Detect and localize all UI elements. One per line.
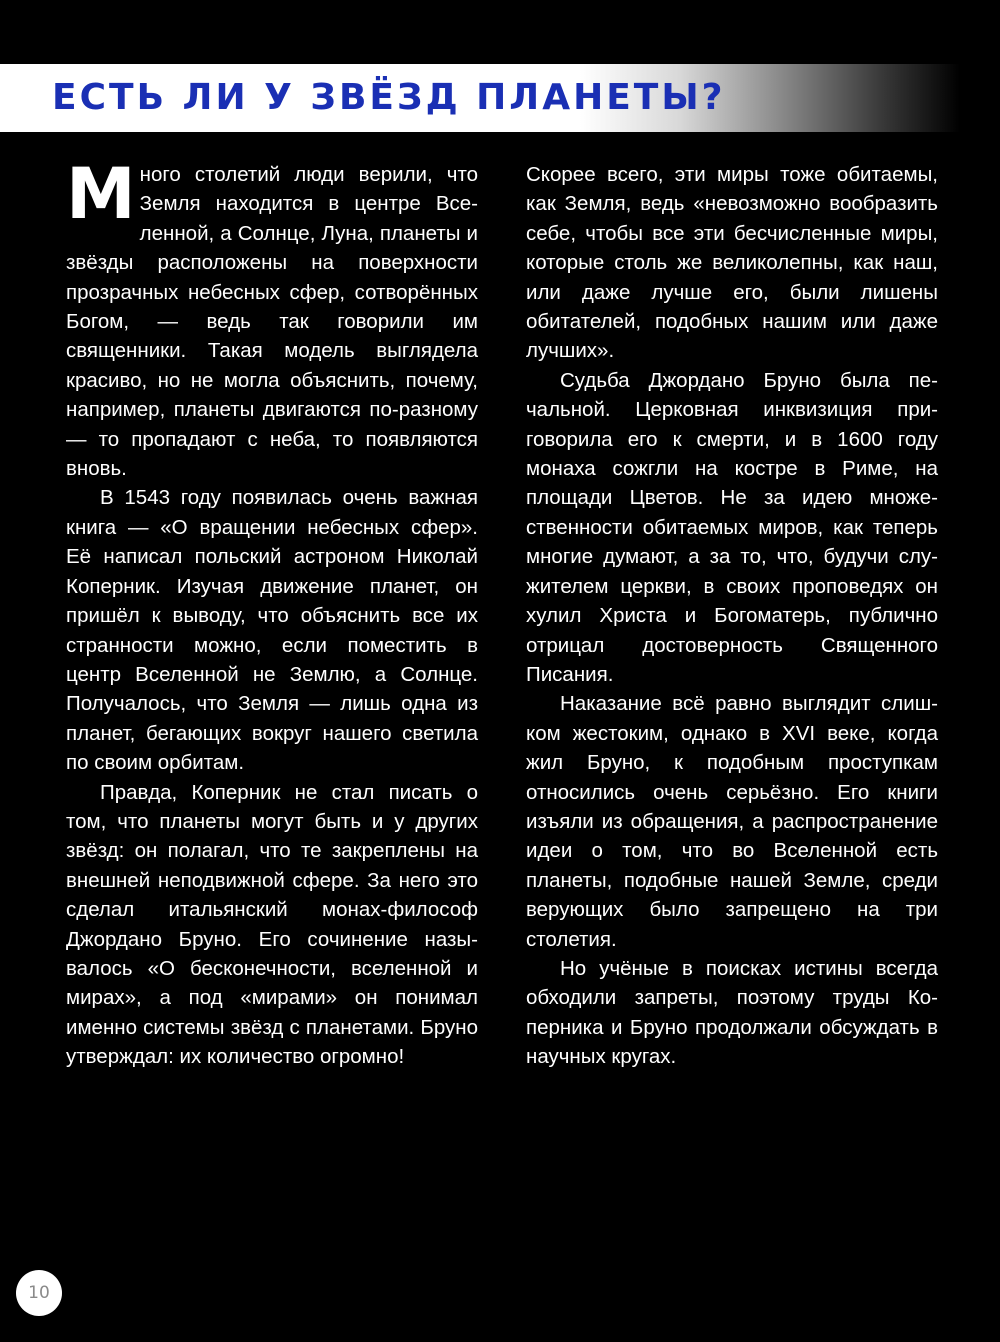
right-column — [526, 160, 938, 1072]
paragraph-1-text: ного столетий люди верили, что Земля находится в центре Вселенной, а Солнце, Луна, планеты и звёзды расположены на поверхности прозрачных небесных сфер, сотворённых Богом, — ведь так говорили им священники. Такая модель выглядела красиво, но не могла объяснить, почему, например, планеты двигаются по-разному — то пропадают с неба, то появляются вновь. — [66, 163, 478, 481]
paragraph-2: В 1543 году появилась очень важная книга — «О вращении небесных сфер». Её написал польский астроном Николай Коперник. Изучая движение планет, он пришёл к выводу, что объяснить все их странности можно, если поместить в центр Вселенной не Землю, а Солнце. Получалось, что Земля — лишь одна из планет, бегающих вокруг нашего светила по своим орбитам. — [66, 486, 478, 775]
paragraph-7: Но учёные в поисках истины всегда обходили запреты, поэтому труды Коперника и Бруно продолжали обсуждать в научных кругах. — [526, 956, 938, 1069]
page-title: ЕСТЬ ЛИ У ЗВЁЗД ПЛАНЕТЫ? — [52, 77, 726, 118]
paragraph-4: Скорее всего, эти миры тоже обитаемы, как Земля, ведь «невозможно вообразить себе, чтобы все эти бесчисленные миры, которые столь же великолепны, как наш, или даже лучше его, были лишены обитателей, подобных нашим или даже лучших». — [526, 163, 938, 363]
paragraph-5: Судьба Джордано Бруно была печальной. Церковная инквизиция приговорила его к смерти, и в 1600 году монаха сожгли на костре в Риме, на площади Цветов. Не за идею множественности обитаемых миров, как теперь многие думают, а за то, что, будучи служителем церкви, в своих проповедях он хулил Христа и Богоматерь, публично отрицал достоверность Священного Писания. — [526, 368, 938, 686]
page-number: 10 — [16, 1270, 62, 1316]
drop-cap: М — [66, 153, 136, 235]
left-column — [66, 153, 478, 1072]
paragraph-6: Наказание всё равно выглядит слишком жестоким, однако в XVI веке, когда жил Бруно, к подобным проступкам относились очень серьёзно. Его книги изъяли из обращения, а распространение идеи о том, что во Вселенной есть планеты, подобные нашей Земле, среди верующих было запрещено на три столетия. — [526, 692, 938, 951]
title-banner — [0, 64, 1000, 132]
paragraph-1 — [66, 153, 478, 483]
paragraph-3: Правда, Коперник не стал писать о том, что планеты могут быть и у других звёзд: он полагал, что те закреплены на внешней неподвижной сфере. За него это сделал итальянский монах-философ Джордано Бруно. Его сочинение называлось «О бесконечности, вселенной и мирах», а под «мирами» он понимал именно системы звёзд с планетами. Бруно утверждал: их количество огромно! — [66, 780, 478, 1069]
